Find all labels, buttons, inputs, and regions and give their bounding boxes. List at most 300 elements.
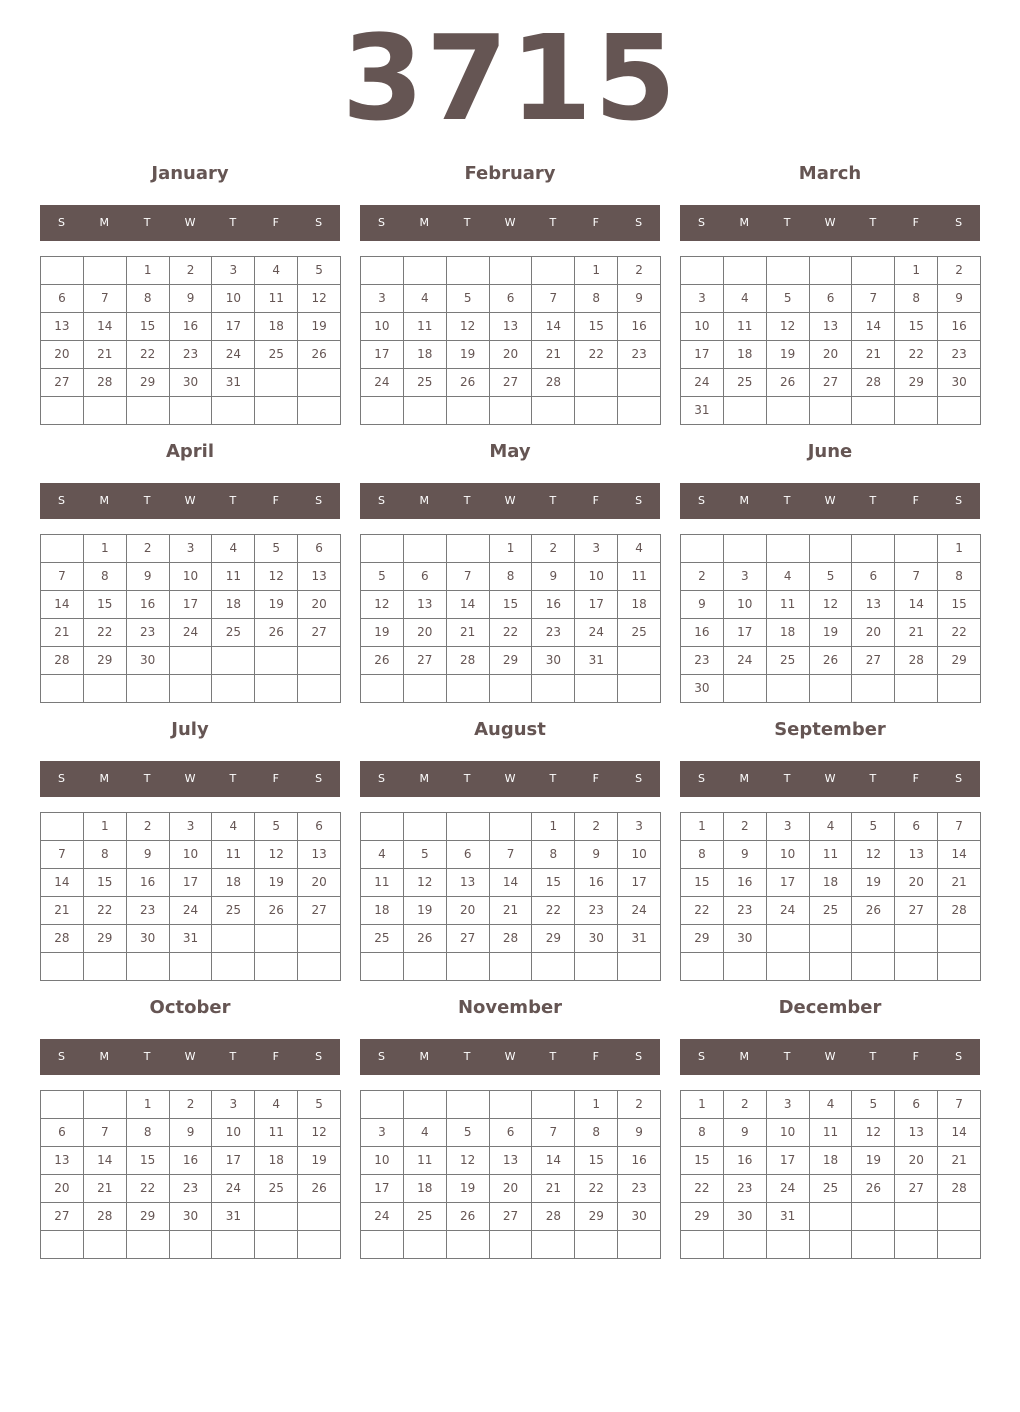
day-grid	[360, 812, 661, 981]
weekday-label: T	[549, 772, 557, 785]
empty-cell	[767, 397, 810, 425]
day-cell: 2	[127, 813, 170, 841]
day-cell: 12	[810, 591, 853, 619]
day-cell: 11	[212, 563, 255, 591]
day-cell: 22	[490, 619, 533, 647]
day-cell: 26	[404, 925, 447, 953]
day-cell: 23	[618, 1175, 661, 1203]
empty-cell	[298, 1203, 341, 1231]
empty-cell	[852, 675, 895, 703]
empty-cell	[810, 1203, 853, 1231]
day-cell: 20	[41, 1175, 84, 1203]
day-cell: 18	[404, 1175, 447, 1203]
day-cell: 11	[361, 869, 404, 897]
day-cell: 11	[767, 591, 810, 619]
day-cell: 21	[41, 619, 84, 647]
day-grid	[40, 1090, 341, 1259]
day-cell: 6	[447, 841, 490, 869]
weekday-label: S	[57, 216, 65, 229]
weekday-label: W	[824, 1050, 836, 1063]
day-cell: 31	[575, 647, 618, 675]
day-cell: 16	[170, 1147, 213, 1175]
weekday-header	[40, 1039, 340, 1075]
day-cell: 15	[127, 313, 170, 341]
weekday-label: S	[697, 1050, 705, 1063]
day-cell: 23	[938, 341, 981, 369]
day-cell: 17	[681, 341, 724, 369]
day-cell: 13	[41, 313, 84, 341]
day-cell: 4	[767, 563, 810, 591]
day-cell: 4	[810, 813, 853, 841]
weekday-label: T	[549, 494, 557, 507]
weekday-label: T	[143, 216, 151, 229]
month-title: June	[807, 441, 853, 462]
day-cell: 27	[298, 619, 341, 647]
day-cell: 10	[361, 1147, 404, 1175]
day-cell: 15	[490, 591, 533, 619]
empty-cell	[170, 647, 213, 675]
day-cell: 22	[681, 1175, 724, 1203]
day-cell: 19	[852, 869, 895, 897]
day-cell: 17	[212, 313, 255, 341]
day-cell: 9	[724, 1119, 767, 1147]
day-cell: 13	[810, 313, 853, 341]
weekday-header	[360, 483, 660, 519]
day-cell: 23	[170, 1175, 213, 1203]
day-cell: 10	[212, 1119, 255, 1147]
empty-cell	[255, 647, 298, 675]
day-cell: 6	[41, 1119, 84, 1147]
weekday-label: T	[783, 494, 791, 507]
day-cell: 18	[212, 869, 255, 897]
day-cell: 12	[767, 313, 810, 341]
day-cell: 24	[212, 1175, 255, 1203]
day-cell: 8	[84, 563, 127, 591]
day-cell: 13	[447, 869, 490, 897]
day-cell: 9	[127, 563, 170, 591]
day-cell: 3	[767, 813, 810, 841]
day-cell: 2	[681, 563, 724, 591]
empty-cell	[767, 675, 810, 703]
day-cell: 14	[84, 1147, 127, 1175]
day-cell: 22	[127, 1175, 170, 1203]
day-cell: 22	[84, 897, 127, 925]
day-cell: 6	[895, 1091, 938, 1119]
day-cell: 21	[938, 869, 981, 897]
empty-cell	[810, 1231, 853, 1259]
day-cell: 10	[575, 563, 618, 591]
empty-cell	[127, 1231, 170, 1259]
empty-cell	[255, 369, 298, 397]
day-cell: 24	[212, 341, 255, 369]
day-cell: 5	[298, 257, 341, 285]
day-cell: 23	[127, 897, 170, 925]
empty-cell	[404, 535, 447, 563]
empty-cell	[490, 813, 533, 841]
day-cell: 23	[170, 341, 213, 369]
day-cell: 24	[170, 897, 213, 925]
day-cell: 7	[41, 841, 84, 869]
day-cell: 28	[895, 647, 938, 675]
weekday-label: W	[504, 494, 516, 507]
day-cell: 13	[298, 563, 341, 591]
day-cell: 3	[767, 1091, 810, 1119]
weekday-label: F	[912, 494, 919, 507]
weekday-label: S	[315, 772, 323, 785]
day-cell: 19	[255, 591, 298, 619]
day-cell: 22	[938, 619, 981, 647]
empty-cell	[938, 953, 981, 981]
weekday-label: T	[549, 216, 557, 229]
day-cell: 8	[895, 285, 938, 313]
day-cell: 10	[724, 591, 767, 619]
day-cell: 18	[404, 341, 447, 369]
day-cell: 3	[575, 535, 618, 563]
empty-cell	[490, 397, 533, 425]
weekday-label: T	[229, 772, 237, 785]
day-cell: 16	[938, 313, 981, 341]
day-cell: 4	[212, 535, 255, 563]
day-cell: 29	[895, 369, 938, 397]
day-cell: 2	[532, 535, 575, 563]
day-cell: 26	[767, 369, 810, 397]
day-cell: 15	[895, 313, 938, 341]
day-cell: 16	[618, 1147, 661, 1175]
day-cell: 19	[767, 341, 810, 369]
weekday-label: F	[272, 772, 279, 785]
empty-cell	[298, 369, 341, 397]
empty-cell	[490, 257, 533, 285]
day-cell: 2	[938, 257, 981, 285]
weekday-header	[360, 761, 660, 797]
day-cell: 20	[404, 619, 447, 647]
day-cell: 8	[127, 1119, 170, 1147]
weekday-label: T	[463, 216, 471, 229]
empty-cell	[298, 925, 341, 953]
month-title: July	[171, 719, 209, 740]
weekday-label: M	[739, 772, 750, 785]
day-cell: 26	[447, 369, 490, 397]
empty-cell	[532, 1091, 575, 1119]
day-cell: 11	[255, 285, 298, 313]
empty-cell	[255, 925, 298, 953]
day-cell: 6	[404, 563, 447, 591]
day-cell: 31	[681, 397, 724, 425]
day-cell: 8	[84, 841, 127, 869]
day-cell: 20	[490, 341, 533, 369]
day-cell: 26	[361, 647, 404, 675]
day-cell: 21	[84, 341, 127, 369]
day-cell: 1	[84, 813, 127, 841]
weekday-header	[40, 205, 340, 241]
empty-cell	[895, 675, 938, 703]
day-cell: 4	[361, 841, 404, 869]
day-cell: 22	[532, 897, 575, 925]
day-cell: 30	[724, 1203, 767, 1231]
day-cell: 1	[575, 1091, 618, 1119]
empty-cell	[895, 397, 938, 425]
empty-cell	[895, 1231, 938, 1259]
day-cell: 18	[724, 341, 767, 369]
day-cell: 15	[84, 591, 127, 619]
weekday-label: F	[272, 494, 279, 507]
weekday-label: W	[504, 772, 516, 785]
empty-cell	[618, 397, 661, 425]
empty-cell	[767, 925, 810, 953]
empty-cell	[767, 953, 810, 981]
day-cell: 18	[618, 591, 661, 619]
day-grid	[40, 534, 341, 703]
weekday-label: T	[463, 1050, 471, 1063]
empty-cell	[895, 925, 938, 953]
weekday-header	[360, 1039, 660, 1075]
empty-cell	[810, 257, 853, 285]
day-cell: 21	[532, 341, 575, 369]
weekday-label: M	[419, 494, 430, 507]
day-cell: 1	[490, 535, 533, 563]
day-cell: 28	[852, 369, 895, 397]
day-cell: 9	[170, 1119, 213, 1147]
empty-cell	[41, 397, 84, 425]
day-cell: 15	[127, 1147, 170, 1175]
empty-cell	[852, 1203, 895, 1231]
weekday-label: M	[99, 494, 110, 507]
day-cell: 20	[852, 619, 895, 647]
empty-cell	[810, 535, 853, 563]
empty-cell	[447, 257, 490, 285]
empty-cell	[404, 397, 447, 425]
empty-cell	[852, 397, 895, 425]
day-cell: 16	[724, 869, 767, 897]
empty-cell	[447, 1091, 490, 1119]
day-cell: 6	[490, 1119, 533, 1147]
empty-cell	[255, 397, 298, 425]
weekday-label: F	[592, 216, 599, 229]
day-cell: 12	[447, 1147, 490, 1175]
day-cell: 28	[532, 369, 575, 397]
day-cell: 21	[532, 1175, 575, 1203]
empty-cell	[84, 397, 127, 425]
day-cell: 16	[575, 869, 618, 897]
empty-cell	[361, 257, 404, 285]
day-cell: 2	[618, 1091, 661, 1119]
day-cell: 6	[298, 813, 341, 841]
empty-cell	[404, 953, 447, 981]
day-cell: 10	[767, 1119, 810, 1147]
day-cell: 6	[41, 285, 84, 313]
empty-cell	[361, 953, 404, 981]
day-cell: 21	[895, 619, 938, 647]
empty-cell	[938, 397, 981, 425]
weekday-label: S	[315, 494, 323, 507]
day-cell: 31	[618, 925, 661, 953]
month-title: March	[798, 163, 862, 184]
empty-cell	[938, 1231, 981, 1259]
day-cell: 17	[361, 1175, 404, 1203]
day-cell: 3	[212, 257, 255, 285]
weekday-label: S	[697, 216, 705, 229]
empty-cell	[127, 397, 170, 425]
day-cell: 25	[404, 1203, 447, 1231]
month-title: May	[489, 441, 531, 462]
empty-cell	[255, 1203, 298, 1231]
empty-cell	[212, 675, 255, 703]
day-cell: 14	[447, 591, 490, 619]
day-cell: 25	[255, 1175, 298, 1203]
day-cell: 23	[724, 897, 767, 925]
weekday-label: S	[635, 216, 643, 229]
day-cell: 31	[212, 1203, 255, 1231]
day-cell: 27	[404, 647, 447, 675]
empty-cell	[212, 397, 255, 425]
day-cell: 14	[938, 841, 981, 869]
day-cell: 11	[724, 313, 767, 341]
day-cell: 18	[361, 897, 404, 925]
empty-cell	[810, 925, 853, 953]
day-cell: 12	[852, 841, 895, 869]
day-cell: 29	[532, 925, 575, 953]
weekday-label: M	[739, 1050, 750, 1063]
weekday-label: S	[635, 1050, 643, 1063]
weekday-label: S	[377, 494, 385, 507]
year-title: 3715	[341, 9, 679, 147]
empty-cell	[298, 397, 341, 425]
weekday-label: S	[635, 772, 643, 785]
day-cell: 1	[681, 813, 724, 841]
day-cell: 11	[810, 1119, 853, 1147]
day-cell: 7	[41, 563, 84, 591]
empty-cell	[575, 675, 618, 703]
empty-cell	[298, 675, 341, 703]
weekday-header	[360, 205, 660, 241]
empty-cell	[852, 535, 895, 563]
day-cell: 24	[575, 619, 618, 647]
weekday-label: W	[184, 1050, 196, 1063]
empty-cell	[255, 1231, 298, 1259]
day-cell: 21	[84, 1175, 127, 1203]
empty-cell	[212, 925, 255, 953]
weekday-label: T	[869, 494, 877, 507]
weekday-label: S	[955, 216, 963, 229]
day-cell: 8	[490, 563, 533, 591]
day-cell: 22	[681, 897, 724, 925]
day-cell: 22	[895, 341, 938, 369]
day-cell: 5	[852, 1091, 895, 1119]
weekday-header	[680, 761, 980, 797]
empty-cell	[127, 953, 170, 981]
weekday-header	[680, 483, 980, 519]
day-cell: 9	[532, 563, 575, 591]
day-cell: 28	[84, 369, 127, 397]
weekday-label: F	[592, 772, 599, 785]
weekday-label: T	[783, 216, 791, 229]
empty-cell	[618, 1231, 661, 1259]
empty-cell	[41, 675, 84, 703]
weekday-label: W	[824, 494, 836, 507]
day-cell: 28	[938, 1175, 981, 1203]
day-cell: 17	[618, 869, 661, 897]
weekday-label: M	[419, 216, 430, 229]
weekday-label: T	[783, 1050, 791, 1063]
day-cell: 26	[298, 1175, 341, 1203]
day-cell: 13	[852, 591, 895, 619]
day-cell: 12	[404, 869, 447, 897]
weekday-label: S	[955, 772, 963, 785]
day-cell: 3	[212, 1091, 255, 1119]
day-cell: 18	[767, 619, 810, 647]
empty-cell	[724, 535, 767, 563]
weekday-label: W	[184, 494, 196, 507]
weekday-label: T	[463, 772, 471, 785]
day-cell: 6	[895, 813, 938, 841]
empty-cell	[810, 953, 853, 981]
weekday-label: T	[229, 494, 237, 507]
empty-cell	[361, 535, 404, 563]
weekday-label: F	[272, 216, 279, 229]
day-cell: 24	[618, 897, 661, 925]
day-cell: 14	[532, 1147, 575, 1175]
empty-cell	[532, 675, 575, 703]
day-cell: 25	[404, 369, 447, 397]
day-cell: 9	[170, 285, 213, 313]
day-cell: 25	[767, 647, 810, 675]
empty-cell	[212, 953, 255, 981]
day-cell: 21	[852, 341, 895, 369]
day-cell: 14	[84, 313, 127, 341]
day-cell: 8	[681, 1119, 724, 1147]
day-cell: 8	[938, 563, 981, 591]
empty-cell	[447, 953, 490, 981]
day-cell: 5	[298, 1091, 341, 1119]
empty-cell	[404, 675, 447, 703]
day-cell: 30	[681, 675, 724, 703]
day-cell: 1	[127, 257, 170, 285]
weekday-header	[40, 761, 340, 797]
day-cell: 17	[212, 1147, 255, 1175]
day-cell: 1	[938, 535, 981, 563]
day-cell: 26	[852, 897, 895, 925]
empty-cell	[84, 953, 127, 981]
day-cell: 11	[255, 1119, 298, 1147]
empty-cell	[895, 1203, 938, 1231]
empty-cell	[447, 535, 490, 563]
day-cell: 24	[724, 647, 767, 675]
weekday-label: M	[99, 1050, 110, 1063]
weekday-label: S	[57, 494, 65, 507]
day-cell: 12	[298, 1119, 341, 1147]
day-cell: 27	[41, 1203, 84, 1231]
day-cell: 24	[170, 619, 213, 647]
weekday-label: T	[143, 772, 151, 785]
day-cell: 29	[127, 369, 170, 397]
day-cell: 28	[84, 1203, 127, 1231]
day-cell: 9	[575, 841, 618, 869]
day-cell: 30	[127, 647, 170, 675]
day-cell: 20	[41, 341, 84, 369]
empty-cell	[490, 675, 533, 703]
day-cell: 10	[681, 313, 724, 341]
day-cell: 7	[852, 285, 895, 313]
day-cell: 3	[724, 563, 767, 591]
empty-cell	[361, 1231, 404, 1259]
weekday-label: S	[315, 216, 323, 229]
day-cell: 24	[361, 1203, 404, 1231]
day-cell: 22	[84, 619, 127, 647]
empty-cell	[575, 369, 618, 397]
day-cell: 17	[170, 591, 213, 619]
day-cell: 7	[895, 563, 938, 591]
day-cell: 1	[127, 1091, 170, 1119]
